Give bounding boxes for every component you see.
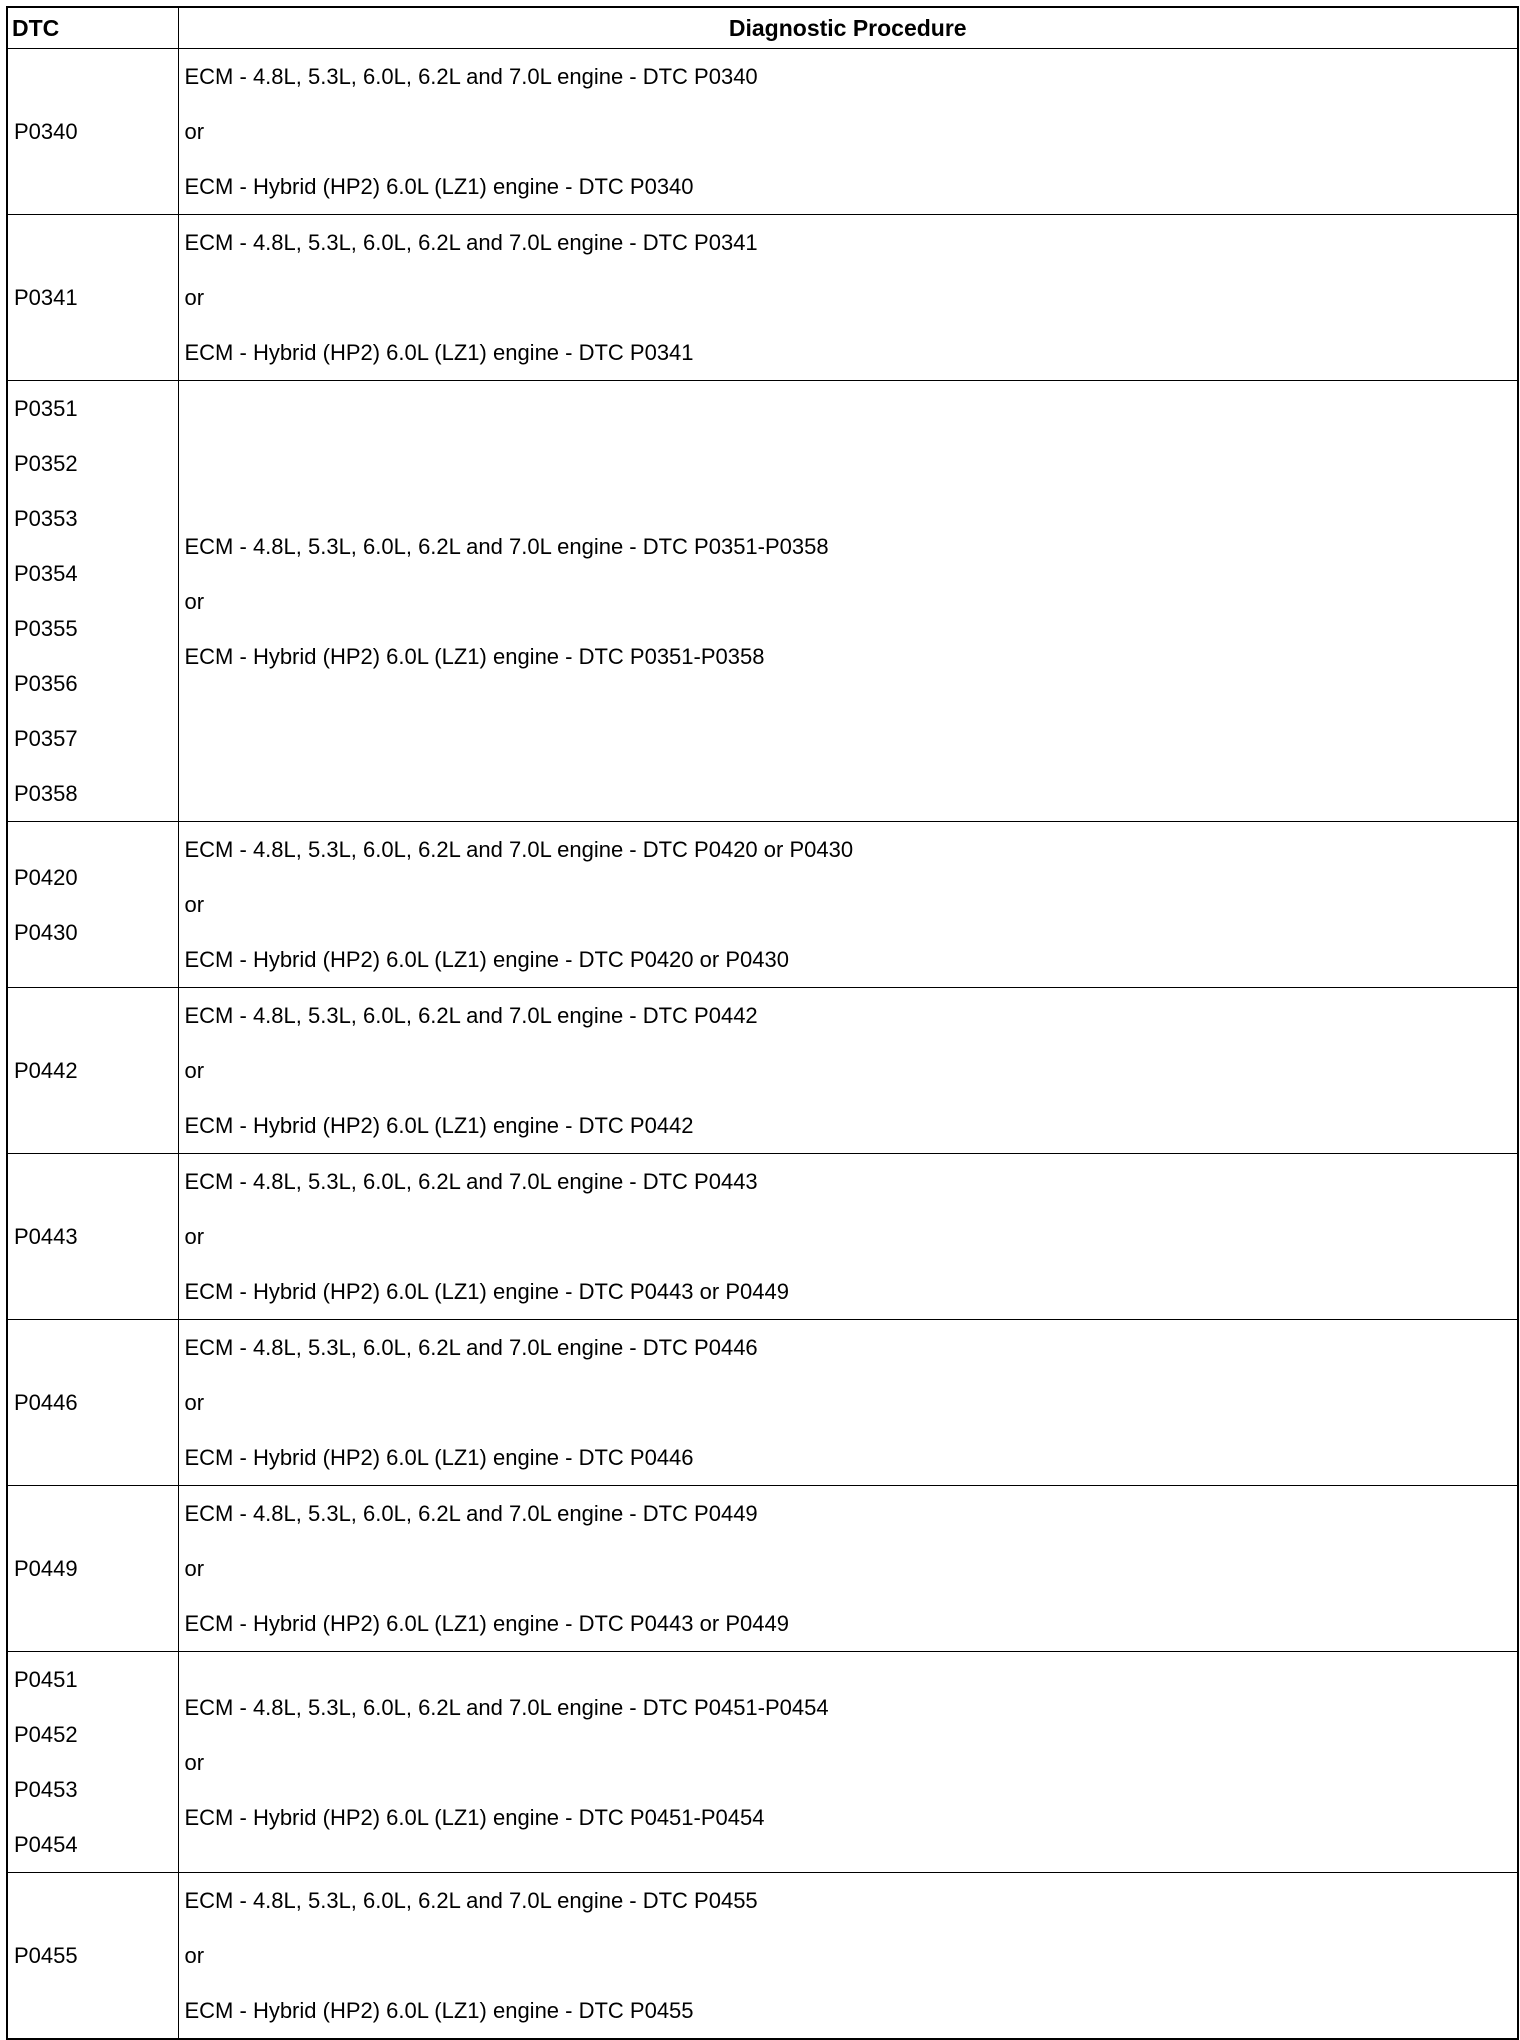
procedure-cell: [178, 1873, 1518, 2040]
header-row: [7, 7, 1518, 49]
dtc-code: P0430: [14, 919, 78, 945]
dtc-code: P0355: [14, 616, 78, 641]
dtc-table: [6, 6, 1519, 2040]
dtc-cell: [7, 1486, 178, 1652]
procedure-or: or: [184, 1943, 205, 1968]
table-row: [7, 1652, 1518, 1873]
procedure-line: ECM - 4.8L, 5.3L, 6.0L, 6.2L and 7.0L engine - DTC P0420 or P0430: [184, 837, 854, 862]
procedure-line: ECM - 4.8L, 5.3L, 6.0L, 6.2L and 7.0L engine - DTC P0443: [184, 1169, 758, 1194]
procedure-line: ECM - Hybrid (HP2) 6.0L (LZ1) engine - DTC P0341: [184, 340, 694, 365]
dtc-code: P0455: [14, 1943, 78, 1968]
dtc-code: P0454: [14, 1832, 78, 1857]
dtc-code: P0420: [14, 864, 78, 890]
dtc-code: P0443: [14, 1224, 78, 1249]
procedure-cell: [178, 1154, 1518, 1320]
procedure-cell: [178, 1320, 1518, 1486]
procedure-line: ECM - Hybrid (HP2) 6.0L (LZ1) engine - DTC P0420 or P0430: [184, 947, 789, 972]
procedure-line: ECM - 4.8L, 5.3L, 6.0L, 6.2L and 7.0L engine - DTC P0446: [184, 1335, 758, 1360]
dtc-code: P0451: [14, 1667, 78, 1692]
dtc-cell: [7, 1154, 178, 1320]
procedure-or: or: [184, 1390, 205, 1415]
dtc-code: P0354: [14, 561, 78, 586]
procedure-cell: [178, 49, 1518, 215]
dtc-code: P0340: [14, 119, 78, 144]
dtc-cell: [7, 1652, 178, 1873]
procedure-line: ECM - Hybrid (HP2) 6.0L (LZ1) engine - DTC P0443 or P0449: [184, 1611, 789, 1636]
procedure-line: ECM - 4.8L, 5.3L, 6.0L, 6.2L and 7.0L engine - DTC P0442: [184, 1003, 758, 1028]
table-row: [7, 1320, 1518, 1486]
header-procedure: Diagnostic Procedure: [178, 7, 1518, 49]
procedure-or: or: [184, 1749, 205, 1775]
dtc-code: P0351: [14, 396, 78, 421]
procedure-line: ECM - Hybrid (HP2) 6.0L (LZ1) engine - DTC P0455: [184, 1998, 694, 2023]
dtc-table-container: [6, 6, 1517, 2040]
procedure-or: or: [184, 892, 205, 917]
procedure-or: or: [184, 285, 205, 310]
dtc-code: P0452: [14, 1722, 78, 1747]
procedure-cell: [178, 381, 1518, 822]
table-row: [7, 381, 1518, 822]
header-dtc: DTC: [7, 7, 178, 49]
procedure-cell: [178, 988, 1518, 1154]
dtc-code: P0353: [14, 506, 78, 531]
procedure-line: ECM - Hybrid (HP2) 6.0L (LZ1) engine - DTC P0451-P0454: [184, 1804, 765, 1830]
procedure-or: or: [184, 1058, 205, 1083]
dtc-cell: [7, 1320, 178, 1486]
table-row: [7, 1873, 1518, 2040]
table-row: [7, 1486, 1518, 1652]
dtc-code: P0358: [14, 781, 78, 806]
procedure-line: ECM - 4.8L, 5.3L, 6.0L, 6.2L and 7.0L engine - DTC P0455: [184, 1888, 758, 1913]
dtc-code: P0453: [14, 1777, 78, 1802]
procedure-line: ECM - Hybrid (HP2) 6.0L (LZ1) engine - DTC P0442: [184, 1113, 694, 1138]
procedure-cell: [178, 1652, 1518, 1873]
procedure-line: ECM - 4.8L, 5.3L, 6.0L, 6.2L and 7.0L engine - DTC P0451-P0454: [184, 1694, 829, 1720]
table-row: [7, 988, 1518, 1154]
dtc-code: P0442: [14, 1058, 78, 1083]
procedure-cell: [178, 822, 1518, 988]
procedure-line: ECM - Hybrid (HP2) 6.0L (LZ1) engine - DTC P0340: [184, 174, 694, 199]
dtc-code: P0352: [14, 451, 78, 476]
dtc-cell: [7, 988, 178, 1154]
procedure-or: or: [184, 1224, 205, 1249]
dtc-cell: [7, 381, 178, 822]
dtc-code: P0341: [14, 285, 78, 310]
procedure-cell: [178, 215, 1518, 381]
dtc-cell: [7, 822, 178, 988]
dtc-code: P0356: [14, 671, 78, 696]
procedure-line: ECM - Hybrid (HP2) 6.0L (LZ1) engine - DTC P0351-P0358: [184, 643, 765, 669]
dtc-cell: [7, 215, 178, 381]
procedure-line: ECM - Hybrid (HP2) 6.0L (LZ1) engine - DTC P0443 or P0449: [184, 1279, 789, 1304]
table-row: [7, 822, 1518, 988]
procedure-line: ECM - 4.8L, 5.3L, 6.0L, 6.2L and 7.0L engine - DTC P0341: [184, 230, 758, 255]
dtc-code: P0446: [14, 1390, 78, 1415]
dtc-cell: [7, 1873, 178, 2040]
dtc-code: P0449: [14, 1556, 78, 1581]
dtc-cell: [7, 49, 178, 215]
table-row: [7, 215, 1518, 381]
procedure-cell: [178, 1486, 1518, 1652]
procedure-or: or: [184, 1556, 205, 1581]
table-row: [7, 49, 1518, 215]
table-body: [7, 49, 1518, 2040]
procedure-or: or: [184, 119, 205, 144]
procedure-line: ECM - 4.8L, 5.3L, 6.0L, 6.2L and 7.0L engine - DTC P0351-P0358: [184, 533, 829, 559]
procedure-line: ECM - Hybrid (HP2) 6.0L (LZ1) engine - DTC P0446: [184, 1445, 694, 1470]
procedure-or: or: [184, 588, 205, 614]
dtc-code: P0357: [14, 726, 78, 751]
procedure-line: ECM - 4.8L, 5.3L, 6.0L, 6.2L and 7.0L engine - DTC P0340: [184, 64, 758, 89]
table-row: [7, 1154, 1518, 1320]
procedure-line: ECM - 4.8L, 5.3L, 6.0L, 6.2L and 7.0L engine - DTC P0449: [184, 1501, 758, 1526]
